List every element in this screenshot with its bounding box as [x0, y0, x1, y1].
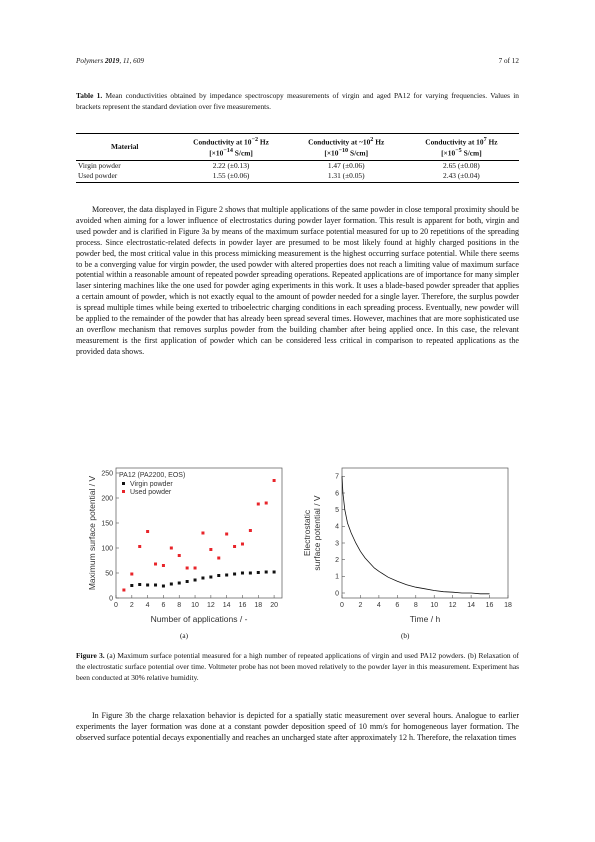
x-tick-label: 8	[413, 602, 418, 609]
used-powder-point	[186, 567, 189, 570]
table-row	[76, 160, 519, 171]
y-tick-label: 50	[105, 570, 113, 578]
used-powder-point	[225, 533, 228, 536]
legend-entry: Used powder	[130, 489, 172, 496]
used-powder-point	[194, 567, 197, 570]
table-cell: 1.31 (±0.05)	[289, 171, 404, 183]
x-tick-label: 14	[467, 602, 476, 609]
body-paragraph-1: Moreover, the data displayed in Figure 2 shows that multiple applications of the same powder in close temporal proximity should be avoided when aiming for a lower influence of electrostatics during powder layer formation. This result is apparent for both, virgin and used powder and is clarified in Figure 3a by means of the maximum surface potential measured for up to 20 repetitions of the spreading process. Since electrostatic-related defects in powder layer are presumed to be most likely found at highly charged positions in the powder bed, the most critical value in this process mimicking measurement is the highest occurring surface potential. While there seems to be a converging value for virgin powder, the used powder with altered properties does not reach a limiting value of maximum surface potential within a reasonable amount of repeated powder spreading operations. Repeated applications are of importance for many simpler laser sintering machines like the one used for powder aging experiments in this work. It uses a blade-based powder spreader that applies a certain amount of powder, which is not exactly equal to the amount of powder needed for a single layer. Therefore, the surplus powder is spread multiple times while being exerted to triboelectric charging conditions in each spreading process. Eventually, new powder will be applied to the remainder of the powder that has already been spread several times. However, machines that are more sophisticated use an overflow mechanism that removes surplus powder from the building chamber after being applied once. In this case, the relevant measurement is the first application of powder which can be considered less critical in comparison to repeated applications as the provided data shows.	[76, 205, 519, 356]
table-cell: Used powder	[76, 171, 173, 183]
used-powder-point	[209, 548, 212, 551]
table-header-material: Material	[76, 134, 173, 161]
virgin-powder-point	[154, 584, 157, 587]
figure-caption	[76, 651, 519, 683]
x-tick-label: 18	[504, 602, 512, 609]
table-cell: 1.55 (±0.06)	[173, 171, 288, 183]
used-powder-point	[146, 530, 149, 533]
x-tick-label: 0	[114, 602, 118, 609]
virgin-powder-point	[194, 579, 197, 582]
page-number: 7 of 12	[498, 57, 519, 65]
legend-marker	[122, 490, 125, 493]
y-tick-label: 7	[335, 473, 339, 481]
virgin-powder-point	[241, 572, 244, 575]
legend-title: PA12 (PA2200, EOS)	[119, 472, 186, 479]
legend-entry: Virgin powder	[130, 481, 173, 488]
y-tick-label: 100	[101, 545, 113, 553]
used-powder-point	[162, 564, 165, 567]
virgin-powder-point	[209, 576, 212, 579]
x-tick-label: 0	[340, 602, 344, 609]
y-tick-label: 250	[101, 470, 113, 478]
x-tick-label: 14	[222, 602, 231, 609]
figure-3a-label: (a)	[180, 632, 188, 640]
page-header	[76, 57, 519, 65]
y-axis-label: Electrostatic	[302, 509, 312, 557]
virgin-powder-point	[170, 583, 173, 586]
table-header-col2: Conductivity at $\sim 10^2$ Hz [$\times 10^{-10}$ S/cm]	[289, 134, 404, 161]
used-powder-point	[122, 589, 125, 592]
x-tick-label: 6	[395, 602, 400, 609]
y-tick-label: 6	[335, 490, 339, 498]
virgin-powder-point	[249, 572, 252, 575]
x-tick-label: 10	[191, 602, 199, 609]
used-powder-point	[257, 503, 260, 506]
used-powder-point	[138, 545, 141, 548]
x-tick-label: 12	[206, 602, 215, 609]
table-row	[76, 171, 519, 183]
journal-year: 2019	[104, 57, 120, 65]
figure-3b-label: (b)	[401, 632, 410, 640]
virgin-powder-point	[225, 574, 228, 577]
virgin-powder-point	[162, 585, 165, 588]
virgin-powder-point	[265, 571, 268, 574]
used-powder-point	[130, 573, 133, 576]
figure-3b-chart	[300, 464, 515, 628]
used-powder-point	[170, 547, 173, 550]
used-powder-point	[201, 532, 204, 535]
table-cell: 2.43 (±0.04)	[404, 171, 519, 183]
y-tick-label: 200	[101, 495, 113, 503]
legend-marker	[122, 482, 125, 485]
virgin-powder-point	[201, 577, 204, 580]
table-header-row	[76, 134, 519, 161]
virgin-powder-point	[257, 571, 260, 574]
y-tick-label: 0	[335, 590, 339, 598]
x-tick-label: 20	[270, 602, 278, 609]
figure-caption-text: (a) Maximum surface potential measured for a high number of repeated applications of virgin and used PA12 powders. (b) Relaxation of the electrostatic surface potential over time. Voltmeter probe has not been moved relatively to the powder layer in this measurement. Experiment has been conducted at 30% relative humidity.	[76, 651, 520, 682]
y-tick-label: 1	[335, 573, 339, 581]
x-tick-label: 2	[129, 602, 134, 609]
journal-volume-page: , 11, 609	[119, 57, 144, 65]
used-powder-point	[265, 502, 268, 505]
virgin-powder-point	[130, 584, 133, 587]
x-axis-label: Number of applications / -	[150, 614, 248, 624]
y-tick-label: 2	[335, 557, 339, 565]
used-powder-point	[233, 545, 236, 548]
x-axis-label: Time / h	[409, 614, 441, 624]
x-tick-label: 6	[161, 602, 166, 609]
used-powder-point	[273, 479, 276, 482]
table-caption-text: Mean conductivities obtained by impedance spectroscopy measurements of virgin and aged PA12 for varying frequencies. Values in brackets represent the standard deviation over five measurements.	[76, 91, 520, 111]
x-tick-label: 16	[485, 602, 494, 609]
x-tick-label: 4	[376, 602, 381, 609]
x-tick-label: 4	[145, 602, 150, 609]
x-tick-label: 12	[448, 602, 457, 609]
table-cell: 2.65 (±0.08)	[443, 160, 480, 170]
x-tick-label: 10	[430, 602, 439, 609]
x-tick-label: 18	[254, 602, 263, 609]
virgin-powder-point	[217, 574, 220, 577]
x-tick-label: 8	[177, 602, 182, 609]
table-cell: 1.47 (±0.06)	[327, 160, 365, 170]
table-header-col3: Conductivity at $10^7$ Hz [$\times 10^{-5}$ S/cm]	[404, 134, 519, 161]
conductivity-table	[76, 133, 519, 183]
virgin-powder-point	[138, 583, 141, 586]
y-axis-label-line2: surface potential / V	[312, 495, 322, 571]
plot-frame	[342, 468, 508, 598]
table-cell: Virgin powder	[78, 160, 121, 170]
virgin-powder-point	[273, 571, 276, 574]
journal-name: Polymers	[76, 57, 104, 65]
table-header-col1: Conductivity at $10^{-2}$ Hz [$\times 10^{-14}$ S/cm]	[173, 134, 288, 161]
virgin-powder-point	[146, 584, 149, 587]
used-powder-point	[178, 554, 181, 557]
table-cell: 2.22 (±0.13)	[212, 160, 250, 170]
y-tick-label: 0	[109, 595, 113, 603]
decay-curve	[342, 476, 490, 594]
table-caption	[76, 91, 519, 113]
figure-caption-label: Figure 3.	[76, 651, 105, 660]
y-tick-label: 150	[101, 520, 113, 528]
body-paragraph-2: In Figure 3b the charge relaxation behavior is depicted for a spatially static measurement over several hours. Analogue to earlier experiments the layer formation was done at a constant powder deposition speed of 10 mm/s for homogeneous layer formation. The observed surface potential decays exponentially and reaches an uncharged state after approximately 12 h. Therefore, the relaxation times	[76, 711, 519, 742]
used-powder-point	[217, 557, 220, 560]
virgin-powder-point	[178, 582, 181, 585]
x-tick-label: 2	[358, 602, 363, 609]
x-tick-label: 16	[238, 602, 247, 609]
virgin-powder-point	[186, 580, 189, 583]
table-caption-label: Table 1.	[76, 91, 103, 100]
virgin-powder-point	[233, 573, 236, 576]
used-powder-point	[154, 563, 157, 566]
y-tick-label: 3	[335, 540, 339, 548]
y-tick-label: 5	[335, 507, 339, 515]
used-powder-point	[249, 529, 252, 532]
used-powder-point	[241, 543, 244, 546]
figure-3a-chart	[86, 464, 286, 628]
y-tick-label: 4	[335, 523, 339, 531]
y-axis-label: Maximum surface potential / V	[87, 475, 97, 591]
